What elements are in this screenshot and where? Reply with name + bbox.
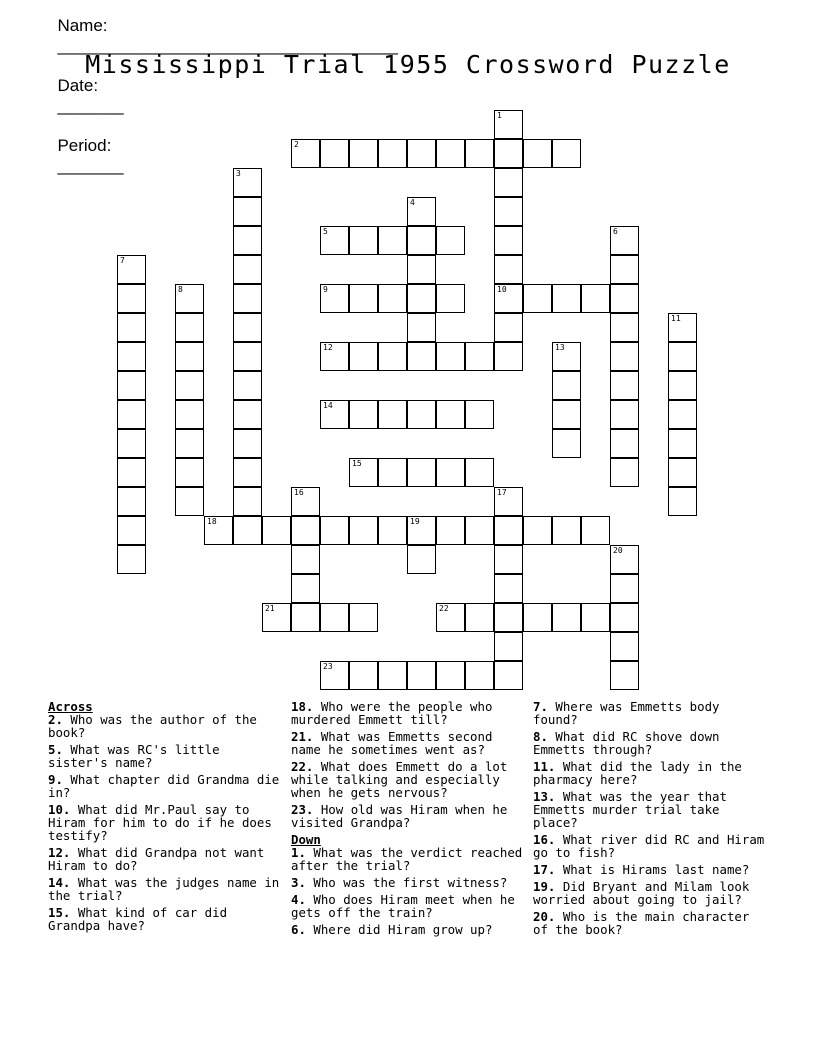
grid-cell[interactable]	[175, 342, 204, 371]
clue-number: 19	[410, 517, 420, 526]
grid-cell[interactable]	[465, 516, 494, 545]
grid-cell[interactable]	[233, 371, 262, 400]
clue-number-label: 12.	[48, 845, 71, 860]
grid-cell[interactable]	[581, 516, 610, 545]
grid-cell[interactable]	[175, 371, 204, 400]
grid-cell[interactable]	[117, 487, 146, 516]
grid-cell[interactable]	[494, 516, 523, 545]
clue-text: Who were the people who murdered Emmett till?	[291, 699, 493, 727]
grid-cell[interactable]	[407, 458, 436, 487]
grid-cell[interactable]	[320, 139, 349, 168]
clue-number-label: 9.	[48, 772, 63, 787]
grid-cell[interactable]	[610, 400, 639, 429]
clue-text: What chapter did Grandma die in?	[48, 772, 280, 800]
grid-cell[interactable]	[494, 313, 523, 342]
name-line[interactable]: ____________________________________	[57, 36, 398, 55]
grid-cell[interactable]	[320, 661, 349, 690]
grid-cell[interactable]	[610, 574, 639, 603]
grid-cell[interactable]	[494, 139, 523, 168]
grid-cell[interactable]	[436, 342, 465, 371]
grid-cell[interactable]	[523, 603, 552, 632]
grid-cell[interactable]	[610, 342, 639, 371]
grid-cell[interactable]	[610, 545, 639, 574]
clue-number-label: 8.	[533, 729, 548, 744]
grid-cell[interactable]	[610, 371, 639, 400]
grid-cell[interactable]	[233, 255, 262, 284]
clue-text: What was Emmetts second name he sometimes went as?	[291, 729, 493, 757]
grid-cell[interactable]	[494, 110, 523, 139]
grid-cell[interactable]	[407, 516, 436, 545]
clue-number-label: 2.	[48, 712, 63, 727]
across-clue	[291, 700, 529, 726]
grid-cell[interactable]	[233, 458, 262, 487]
grid-cell[interactable]	[291, 574, 320, 603]
grid-cell[interactable]	[378, 661, 407, 690]
grid-cell[interactable]	[117, 400, 146, 429]
grid-cell[interactable]	[291, 603, 320, 632]
across-clue	[48, 876, 286, 902]
clue-text: What does Emmett do a lot while talking and especially when he gets nervous?	[291, 759, 508, 800]
grid-cell[interactable]	[117, 429, 146, 458]
clue-number-label: 10.	[48, 802, 71, 817]
grid-cell[interactable]	[407, 255, 436, 284]
grid-cell[interactable]	[465, 458, 494, 487]
grid-cell[interactable]	[552, 342, 581, 371]
grid-cell[interactable]	[465, 400, 494, 429]
clue-number-label: 20.	[533, 909, 556, 924]
grid-cell[interactable]	[436, 139, 465, 168]
grid-cell[interactable]	[552, 429, 581, 458]
grid-cell[interactable]	[581, 284, 610, 313]
grid-cell[interactable]	[349, 603, 378, 632]
clue-number: 4	[410, 198, 415, 207]
clues-column-3	[533, 700, 771, 940]
clue-text: What was RC's little sister's name?	[48, 742, 220, 770]
clue-number: 13	[555, 343, 565, 352]
grid-cell[interactable]	[494, 197, 523, 226]
grid-cell[interactable]	[668, 429, 697, 458]
name-label: Name:	[57, 16, 108, 35]
clue-number-label: 3.	[291, 875, 306, 890]
grid-cell[interactable]	[291, 545, 320, 574]
grid-cell[interactable]	[204, 516, 233, 545]
clue-number-label: 6.	[291, 922, 306, 937]
grid-cell[interactable]	[175, 313, 204, 342]
grid-cell[interactable]	[233, 487, 262, 516]
clue-text: What did Mr.Paul say to Hiram for him to do if he does testify?	[48, 802, 272, 843]
clue-text: Who does Hiram meet when he gets off the train?	[291, 892, 515, 920]
grid-cell[interactable]	[175, 284, 204, 313]
grid-cell[interactable]	[291, 487, 320, 516]
down-clue	[533, 700, 771, 726]
grid-cell[interactable]	[407, 226, 436, 255]
grid-cell[interactable]	[668, 342, 697, 371]
clue-number-label: 23.	[291, 802, 314, 817]
grid-cell[interactable]	[117, 313, 146, 342]
clue-number: 2	[294, 140, 299, 149]
grid-cell[interactable]	[610, 255, 639, 284]
grid-cell[interactable]	[320, 284, 349, 313]
clue-number-label: 1.	[291, 845, 306, 860]
clue-number: 20	[613, 546, 623, 555]
clue-number-label: 7.	[533, 699, 548, 714]
grid-cell[interactable]	[494, 603, 523, 632]
grid-cell[interactable]	[378, 284, 407, 313]
clue-text: What was the year that Emmetts murder trial take place?	[533, 789, 727, 830]
clue-text: What river did RC and Hiram go to fish?	[533, 832, 765, 860]
grid-cell[interactable]	[407, 197, 436, 226]
grid-cell[interactable]	[175, 429, 204, 458]
clue-number-label: 19.	[533, 879, 556, 894]
grid-cell[interactable]	[436, 226, 465, 255]
grid-cell[interactable]	[436, 603, 465, 632]
grid-cell[interactable]	[378, 400, 407, 429]
grid-cell[interactable]	[378, 342, 407, 371]
clue-number: 6	[613, 227, 618, 236]
down-clues-list	[291, 846, 529, 936]
grid-cell[interactable]	[320, 603, 349, 632]
grid-cell[interactable]	[668, 371, 697, 400]
grid-cell[interactable]	[320, 400, 349, 429]
date-line[interactable]: _______	[57, 96, 124, 115]
across-clue	[291, 760, 529, 799]
grid-cell[interactable]	[233, 342, 262, 371]
down-clue	[291, 876, 529, 889]
clues-column-2	[291, 700, 529, 940]
grid-cell[interactable]	[233, 168, 262, 197]
grid-cell[interactable]	[610, 603, 639, 632]
grid-cell[interactable]	[349, 458, 378, 487]
grid-cell[interactable]	[523, 516, 552, 545]
clue-number: 7	[120, 256, 125, 265]
clue-number: 11	[671, 314, 681, 323]
clue-text: What did Grandpa not want Hiram to do?	[48, 845, 265, 873]
clue-number-label: 4.	[291, 892, 306, 907]
grid-cell[interactable]	[494, 284, 523, 313]
clue-number-label: 21.	[291, 729, 314, 744]
grid-cell[interactable]	[436, 400, 465, 429]
grid-cell[interactable]	[349, 284, 378, 313]
across-clue	[48, 846, 286, 872]
grid-cell[interactable]	[378, 226, 407, 255]
down-clue	[533, 833, 771, 859]
grid-cell[interactable]	[494, 574, 523, 603]
grid-cell[interactable]	[378, 458, 407, 487]
clue-number-label: 11.	[533, 759, 556, 774]
across-clue	[48, 906, 286, 932]
down-clue	[533, 730, 771, 756]
grid-cell[interactable]	[610, 458, 639, 487]
clue-number: 22	[439, 604, 449, 613]
clue-text: How old was Hiram when he visited Grandpa?	[291, 802, 508, 830]
down-clue	[533, 880, 771, 906]
clue-number: 16	[294, 488, 304, 497]
down-clue	[533, 790, 771, 829]
clue-text: What kind of car did Grandpa have?	[48, 905, 228, 933]
across-clues-list-continued	[291, 700, 529, 829]
clue-number-label: 15.	[48, 905, 71, 920]
clue-number-label: 14.	[48, 875, 71, 890]
grid-cell[interactable]	[494, 545, 523, 574]
clue-text: What was the judges name in the trial?	[48, 875, 280, 903]
clue-text: What did RC shove down Emmetts through?	[533, 729, 720, 757]
clue-number-label: 16.	[533, 832, 556, 847]
grid-cell[interactable]	[233, 400, 262, 429]
across-heading: Across	[48, 699, 93, 714]
down-clue	[291, 893, 529, 919]
clue-text: Where did Hiram grow up?	[305, 922, 493, 937]
grid-cell[interactable]	[233, 516, 262, 545]
grid-cell[interactable]	[494, 487, 523, 516]
grid-cell[interactable]	[436, 661, 465, 690]
clue-text: What is Hirams last name?	[555, 862, 750, 877]
date-label: Date:	[57, 76, 99, 95]
down-clues-list-continued	[533, 700, 771, 936]
grid-cell[interactable]	[407, 400, 436, 429]
clue-number-label: 22.	[291, 759, 314, 774]
clue-number-label: 17.	[533, 862, 556, 877]
grid-cell[interactable]	[407, 661, 436, 690]
grid-cell[interactable]	[378, 516, 407, 545]
grid-cell[interactable]	[581, 603, 610, 632]
across-clue	[48, 803, 286, 842]
grid-cell[interactable]	[407, 545, 436, 574]
grid-cell[interactable]	[349, 661, 378, 690]
grid-cell[interactable]	[668, 458, 697, 487]
grid-cell[interactable]	[552, 371, 581, 400]
down-clue	[291, 846, 529, 872]
grid-cell[interactable]	[552, 400, 581, 429]
grid-cell[interactable]	[117, 545, 146, 574]
across-clue	[48, 773, 286, 799]
grid-cell[interactable]	[494, 661, 523, 690]
grid-cell[interactable]	[175, 487, 204, 516]
clue-number-label: 13.	[533, 789, 556, 804]
grid-cell[interactable]	[552, 139, 581, 168]
across-clue	[291, 730, 529, 756]
grid-cell[interactable]	[465, 661, 494, 690]
grid-cell[interactable]	[320, 516, 349, 545]
period-label: Period:	[57, 136, 112, 155]
puzzle-title: Mississippi Trial 1955 Crossword Puzzle	[85, 50, 731, 79]
grid-cell[interactable]	[610, 429, 639, 458]
grid-cell[interactable]	[523, 284, 552, 313]
grid-cell[interactable]	[494, 255, 523, 284]
grid-cell[interactable]	[668, 400, 697, 429]
grid-cell[interactable]	[117, 516, 146, 545]
clue-number: 18	[207, 517, 217, 526]
grid-cell[interactable]	[262, 516, 291, 545]
across-clue	[48, 713, 286, 739]
grid-cell[interactable]	[233, 197, 262, 226]
grid-cell[interactable]	[552, 603, 581, 632]
clue-text: What did the lady in the pharmacy here?	[533, 759, 742, 787]
grid-cell[interactable]	[494, 226, 523, 255]
clue-text: What was the verdict reached after the trial?	[291, 845, 523, 873]
clue-number: 15	[352, 459, 362, 468]
across-clues-list	[48, 713, 286, 932]
grid-cell[interactable]	[233, 429, 262, 458]
grid-cell[interactable]	[291, 139, 320, 168]
grid-cell[interactable]	[494, 342, 523, 371]
grid-cell[interactable]	[668, 313, 697, 342]
grid-cell[interactable]	[349, 342, 378, 371]
clue-number: 17	[497, 488, 507, 497]
grid-cell[interactable]	[320, 226, 349, 255]
grid-cell[interactable]	[465, 603, 494, 632]
grid-cell[interactable]	[349, 400, 378, 429]
grid-cell[interactable]	[117, 458, 146, 487]
clue-number: 8	[178, 285, 183, 294]
grid-cell[interactable]	[291, 516, 320, 545]
grid-cell[interactable]	[494, 632, 523, 661]
grid-cell[interactable]	[320, 342, 349, 371]
grid-cell[interactable]	[117, 284, 146, 313]
grid-cell[interactable]	[349, 226, 378, 255]
clue-text: Did Bryant and Milam look worried about going to jail?	[533, 879, 750, 907]
clue-text: Who was the first witness?	[305, 875, 508, 890]
grid-cell[interactable]	[349, 516, 378, 545]
clue-number-label: 5.	[48, 742, 63, 757]
grid-cell[interactable]	[668, 487, 697, 516]
grid-cell[interactable]	[552, 516, 581, 545]
grid-cell[interactable]	[610, 226, 639, 255]
clues-column-1	[48, 700, 286, 936]
clue-number: 23	[323, 662, 333, 671]
clue-text: Where was Emmetts body found?	[533, 699, 720, 727]
grid-cell[interactable]	[436, 284, 465, 313]
clue-number: 5	[323, 227, 328, 236]
clue-text: Who is the main character of the book?	[533, 909, 750, 937]
down-clue	[291, 923, 529, 936]
grid-cell[interactable]	[610, 284, 639, 313]
down-clue	[533, 863, 771, 876]
clue-number: 10	[497, 285, 507, 294]
down-heading: Down	[291, 832, 321, 847]
grid-cell[interactable]	[175, 458, 204, 487]
clue-number: 12	[323, 343, 333, 352]
clue-number: 21	[265, 604, 275, 613]
grid-cell[interactable]	[233, 313, 262, 342]
grid-cell[interactable]	[407, 139, 436, 168]
grid-cell[interactable]	[233, 226, 262, 255]
grid-cell[interactable]	[436, 458, 465, 487]
grid-cell[interactable]	[494, 168, 523, 197]
clue-number: 1	[497, 111, 502, 120]
clue-text: Who was the author of the book?	[48, 712, 257, 740]
grid-cell[interactable]	[117, 371, 146, 400]
clue-number: 3	[236, 169, 241, 178]
grid-cell[interactable]	[117, 255, 146, 284]
period-line[interactable]: _______	[57, 156, 124, 175]
down-clue	[533, 910, 771, 936]
grid-cell[interactable]	[610, 313, 639, 342]
grid-cell[interactable]	[552, 284, 581, 313]
grid-cell[interactable]	[465, 342, 494, 371]
down-clue	[533, 760, 771, 786]
clue-number-label: 18.	[291, 699, 314, 714]
grid-cell[interactable]	[233, 284, 262, 313]
clue-number: 9	[323, 285, 328, 294]
grid-cell[interactable]	[407, 313, 436, 342]
grid-cell[interactable]	[378, 139, 407, 168]
grid-cell[interactable]	[523, 139, 552, 168]
grid-cell[interactable]	[349, 139, 378, 168]
grid-cell[interactable]	[465, 139, 494, 168]
grid-cell[interactable]	[610, 632, 639, 661]
grid-cell[interactable]	[262, 603, 291, 632]
clue-number: 14	[323, 401, 333, 410]
grid-cell[interactable]	[175, 400, 204, 429]
grid-cell[interactable]	[407, 284, 436, 313]
grid-cell[interactable]	[407, 342, 436, 371]
grid-cell[interactable]	[436, 516, 465, 545]
across-clue	[48, 743, 286, 769]
across-clue	[291, 803, 529, 829]
grid-cell[interactable]	[610, 661, 639, 690]
grid-cell[interactable]	[117, 342, 146, 371]
